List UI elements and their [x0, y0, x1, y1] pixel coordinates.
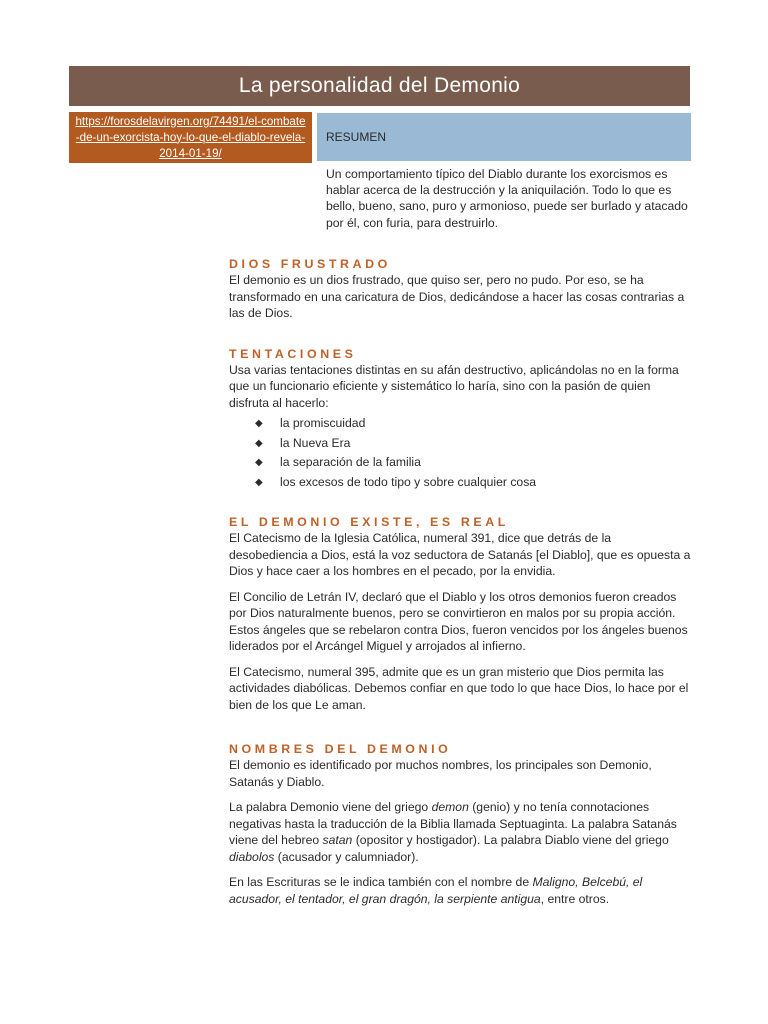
- section-paragraph: El Concilio de Letrán IV, declaró que el Diablo y los otros demonios fueron creados por Dios naturalmente buenos, pero se convirtieron en malos por su propia acción. Estos ángeles que se rebelaron contra Dios, fueron vencidos por los ángeles buenos liderados por el Arcángel Miguel y arrojados al infierno.: [229, 589, 688, 653]
- diamond-bullet-icon: ◆: [255, 418, 263, 429]
- italic-term: satan: [322, 833, 353, 847]
- section-paragraph: El demonio es identificado por muchos nombres, los principales son Demonio, Satanás y Diablo.: [229, 758, 652, 789]
- text-run: En las Escrituras se le indica también con el nombre de: [229, 875, 533, 889]
- section-paragraph: El Catecismo, numeral 395, admite que es un gran misterio que Dios permita las actividades diabólicas. Debemos confiar en que todo lo que hace Dios, lo hace por el bien de los que Le aman.: [229, 664, 689, 712]
- italic-term: diabolos: [229, 849, 275, 864]
- text-run: (opositor y hostigador). La palabra Diablo viene del griego: [352, 833, 669, 847]
- list-item: [255, 473, 691, 493]
- section-heading: TENTACIONES: [229, 346, 357, 361]
- summary-text: Un comportamiento típico del Diablo durante los exorcismos es hablar acerca de la destrucción y la aniquilación. Todo lo que es bello, bueno, sano, puro y armonioso, puede ser burlado y atacado por él, con furia, para destruirlo.: [326, 167, 688, 230]
- diamond-bullet-icon: ◆: [255, 457, 263, 468]
- section-tentaciones: [229, 346, 691, 493]
- section-dios-frustrado: [229, 256, 691, 322]
- section-paragraph: [229, 799, 691, 865]
- section-existe: [229, 514, 691, 713]
- list-item-text: la Nueva Era: [280, 435, 351, 450]
- diamond-bullet-icon: ◆: [255, 437, 263, 449]
- source-link[interactable]: https://forosdelavirgen.org/74491/el-combate-de-un-exorcista-hoy-lo-que-el-diablo-revela-2014-01-19/: [75, 114, 306, 160]
- italic-term: demon: [431, 800, 469, 814]
- section-heading: NOMBRES DEL DEMONIO: [229, 742, 452, 756]
- text-run: (genio) y no tenía connotaciones negativas hasta la traducción de la Biblia llamada Septuaginta. La palabra Satanás viene del hebreo: [229, 800, 677, 847]
- section-heading: EL DEMONIO EXISTE, ES REAL: [229, 515, 509, 529]
- section-heading: DIOS FRUSTRADO: [229, 257, 391, 271]
- diamond-bullet-icon: ◆: [255, 476, 263, 488]
- list-item: [255, 453, 691, 473]
- list-item-text: los excesos de todo tipo y sobre cualquier cosa: [280, 474, 537, 489]
- section-paragraph: [229, 874, 691, 907]
- text-run: (acusador y calumniador).: [274, 849, 419, 864]
- text-run: La palabra Demonio viene del griego: [229, 800, 432, 814]
- list-item-text: la promiscuidad: [280, 416, 366, 430]
- section-nombres: [229, 741, 691, 907]
- main-content: [229, 256, 691, 931]
- list-item: [255, 434, 691, 454]
- resumen-header: [317, 113, 691, 161]
- title-banner: [69, 66, 690, 106]
- list-item: [255, 414, 691, 434]
- resumen-label: RESUMEN: [326, 130, 387, 144]
- source-link-box: [69, 112, 312, 163]
- page-title: La personalidad del Demonio: [238, 74, 521, 97]
- section-paragraph: El demonio es un dios frustrado, que quiso ser, pero no pudo. Por eso, se ha transformado en una caricatura de Dios, dedicándose a hacer las cosas contrarias a las de Dios.: [229, 273, 685, 320]
- section-paragraph: Usa varias tentaciones distintas en su afán destructivo, aplicándolas no en la forma que un funcionario eficiente y sistemático lo haría, sino con la pasión de quien disfruta al hacerlo:: [229, 362, 679, 410]
- list-item-text: la separación de la familia: [280, 455, 421, 469]
- italic-names: Maligno, Belcebú, el acusador, el tentador, el gran dragón, la serpiente antigua: [229, 875, 643, 906]
- section-paragraph: El Catecismo de la Iglesia Católica, numeral 391, dice que detrás de la desobediencia a Dios, está la voz seductora de Satanás [el Diablo], que es opuesta a Dios y hace caer a los hombres en el pecado, por la envidia.: [229, 531, 691, 578]
- temptations-list: [229, 414, 691, 492]
- text-run: , entre otros.: [540, 891, 610, 906]
